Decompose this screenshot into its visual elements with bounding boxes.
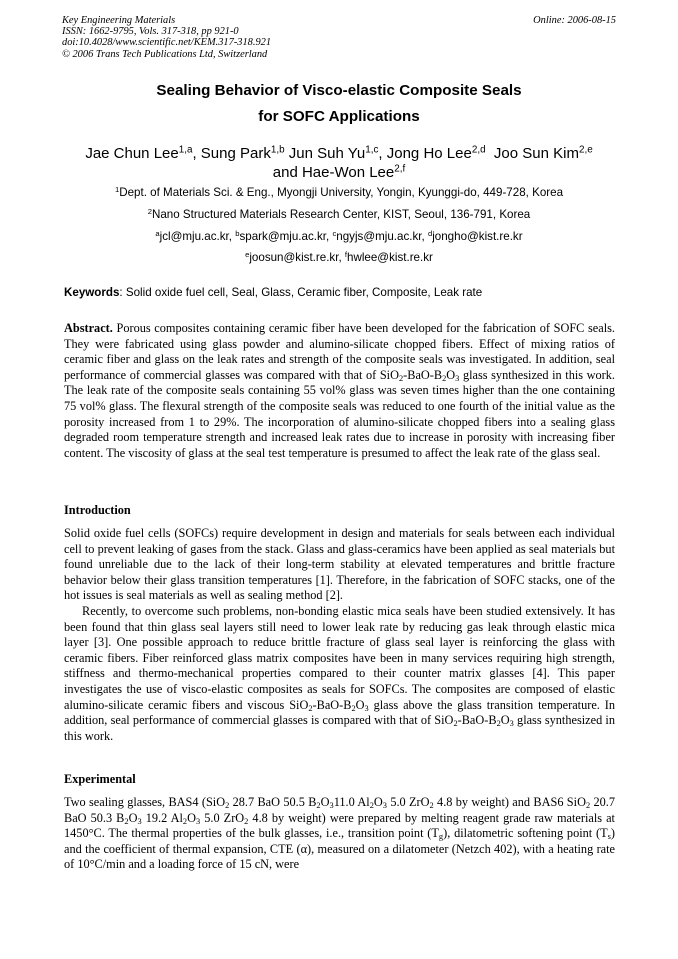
author-affiliation-mark: 2,d xyxy=(471,144,486,156)
abstract-text: Porous composites containing ceramic fiber have been developed for the fabrication of SOFC seals. They were fabricated using glass powder and alumino-silicate chopped fibers. Effect of mixing ratios of ceramic fiber and glass on the leak rates and strength of the composite seals was investigated. In addition, seal performance of commercial glasses was compared with that of xyxy=(64,321,615,382)
author-affiliation-mark: 2,f xyxy=(394,163,406,175)
abstract-text: glass synthesized in this work. The leak rate of the composite seals containing 55 vol% glass was seven times higher than the one containing 75 vol% glass. The flexural strength of the composite seals was reduced to one fourth of the initial value as the porosity increased from 1 to 29%. The incorporation of alumino-silicate chopped fibers into a sealing glass degraded room temperature strength and increased leak rates due to increase in porosity with increasing fiber content. The viscosity of glass at the seal test temperature is presumed to affect the leak rate of the glass seal. xyxy=(64,367,615,460)
email-mark: f xyxy=(344,249,348,259)
author-name: Sung Park xyxy=(200,145,271,162)
email-address: spark@mju.ac.kr xyxy=(239,230,326,243)
author-conjunction: and xyxy=(272,164,298,181)
introduction-body xyxy=(64,526,615,744)
email-mark: b xyxy=(235,228,240,238)
author-name: Jae Chun Lee xyxy=(85,145,179,162)
affiliation-text: Dept. of Materials Sci. & Eng., Myongji University, Yongin, Kyunggi-do, 449-728, Korea xyxy=(119,186,564,199)
online-date: Online: 2006-08-15 xyxy=(533,15,616,26)
email-address: jongho@kist.re.kr xyxy=(432,230,523,243)
issn-line: ISSN: 1662-9795, Vols. 317-318, pp 921-0 xyxy=(62,26,239,38)
email-address: hwlee@kist.re.kr xyxy=(347,251,433,264)
chemical-formula: $SiO_2-BaO-B_2O_3$ xyxy=(289,697,369,713)
author-name: Hae-Won Lee xyxy=(301,164,395,181)
affiliation-2 xyxy=(40,208,638,221)
author-name: Jong Ho Lee xyxy=(386,145,472,162)
author-affiliation-mark: 2,e xyxy=(578,144,593,156)
email-line-2: $^e$joosun@kist.re.kr, $^f$hwlee@kist.re.kr xyxy=(245,249,433,264)
abstract xyxy=(64,321,615,461)
paper-title-line-1: Sealing Behavior of Visco-elastic Composite Seals xyxy=(156,82,522,99)
section-heading-experimental: Experimental xyxy=(64,772,136,786)
email-mark: e xyxy=(245,249,250,259)
keywords xyxy=(64,286,482,299)
paper-title-line-2: for SOFC Applications xyxy=(258,108,420,125)
affiliation-1 xyxy=(40,186,638,199)
email-address: jcl@mju.ac.kr xyxy=(159,230,229,243)
journal-name: Key Engineering Materials xyxy=(62,15,176,26)
author-affiliation-mark: 1,a xyxy=(178,144,193,156)
email-mark: c xyxy=(332,228,337,238)
email-mark: d xyxy=(427,228,433,238)
keywords-label: Keywords xyxy=(64,286,120,299)
author-list: Jae Chun Lee$^{1,a}$, Sung Park$^{1,b}$ Jun Suh Yu$^{1,c}$, Jong Ho Lee$^{2,d}$ Joo Sun Kim$^{2,e}$ and Hae-Won Lee$^{2,f}$ xyxy=(85,144,593,181)
abstract-label: Abstract. xyxy=(64,321,113,335)
affiliation-mark: 2 xyxy=(147,206,152,216)
email-address: ngyjs@mju.ac.kr xyxy=(336,230,422,243)
chemical-formula: $SiO_2-BaO-B_2O_3$ xyxy=(379,367,460,383)
author-name: Joo Sun Kim xyxy=(493,145,579,162)
experimental-body xyxy=(64,795,615,873)
author-affiliation-mark: 1,b xyxy=(270,144,285,156)
section-heading-introduction: Introduction xyxy=(64,503,131,517)
email-address: joosun@kist.re.kr xyxy=(249,251,339,264)
paragraph: Solid oxide fuel cells (SOFCs) require development in design and materials for seals between each individual cell to prevent leaking of gases from the stack. Glass and glass-ceramics have been applied as seal materials but found unreliable due to the lack of their long-term stability at elevated temperatures and brittle fracture behavior below their glass transition temperatures [1]. Therefore, in the fabrication of SOFC stacks, one of the hot issues is seal materials as well as sealing method [2]. xyxy=(64,526,615,603)
author-affiliation-mark: 1,c xyxy=(365,144,379,156)
affiliation-text: Nano Structured Materials Research Center, KIST, Seoul, 136-791, Korea xyxy=(151,208,531,221)
email-line-1: $^a$jcl@mju.ac.kr, $^b$spark@mju.ac.kr, $^c$ngyjs@mju.ac.kr, $^d$jongho@kist.re.kr xyxy=(155,228,523,243)
affiliation-mark: 1 xyxy=(114,184,120,194)
copyright-line: © 2006 Trans Tech Publications Ltd, Switzerland xyxy=(62,48,268,60)
journal-header xyxy=(62,15,271,60)
author-name: Jun Suh Yu xyxy=(288,145,366,162)
email-mark: a xyxy=(155,228,160,238)
paragraph: Two sealing glasses, BAS4 (SiO$_2$ 28.7 BaO 50.5 $B_2O_311.0$ $Al_2O_3$ 5.0 ZrO$_2$ 4.8 by weight) and BAS6 SiO$_2$ 20.7 BaO 50.3 $B_2O_3$ 19.2 $Al_2O_3$ 5.0 ZrO$_2$ 4.8 by weight) were prepared by melting reagent grade raw materials at 1450°C. The thermal properties of the bulk glasses, i.e., transition point $(T_g)$, dilatometric softening point $(T_s)$ and the coefficient of thermal expansion, CTE (α), measured on a dilatometer (Netzch 402), with a heating rate of 10°C/min and a loading force of 15 cN, were xyxy=(64,795,616,872)
keywords-text: : Solid oxide fuel cell, Seal, Glass, Ceramic fiber, Composite, Leak rate xyxy=(119,286,483,299)
chemical-formula: $SiO_2-BaO-B_2O_3$ xyxy=(434,713,514,729)
doi-line: doi:10.4028/www.scientific.net/KEM.317-318.921 xyxy=(62,37,272,49)
paragraph: Recently, to overcome such problems, non-bonding elastic mica seals have been studied extensively. It has been found that thin glass seal layers still need to lower leak rate by reducing gas leak through elastic mica layer [3]. One possible approach to reduce brittle fracture of glass seal layer is reinforcing the glass with ceramic fibers. Fiber reinforced glass matrix composites have been in many services requiring high strength, stiffness and thermo-mechanical properties compared to their counter matrix glasses [4]. This paper investigates the use of visco-elastic composites as seals for SOFCs. The composites are composed of elastic alumino-silicate ceramic fibers and viscous $SiO_2-BaO-B_2O_3$ glass above the glass transition temperature. In addition, seal performance of commercial glasses is compared with that of $SiO_2-BaO-B_2O_3$ glass synthesized in this work. xyxy=(64,603,615,743)
